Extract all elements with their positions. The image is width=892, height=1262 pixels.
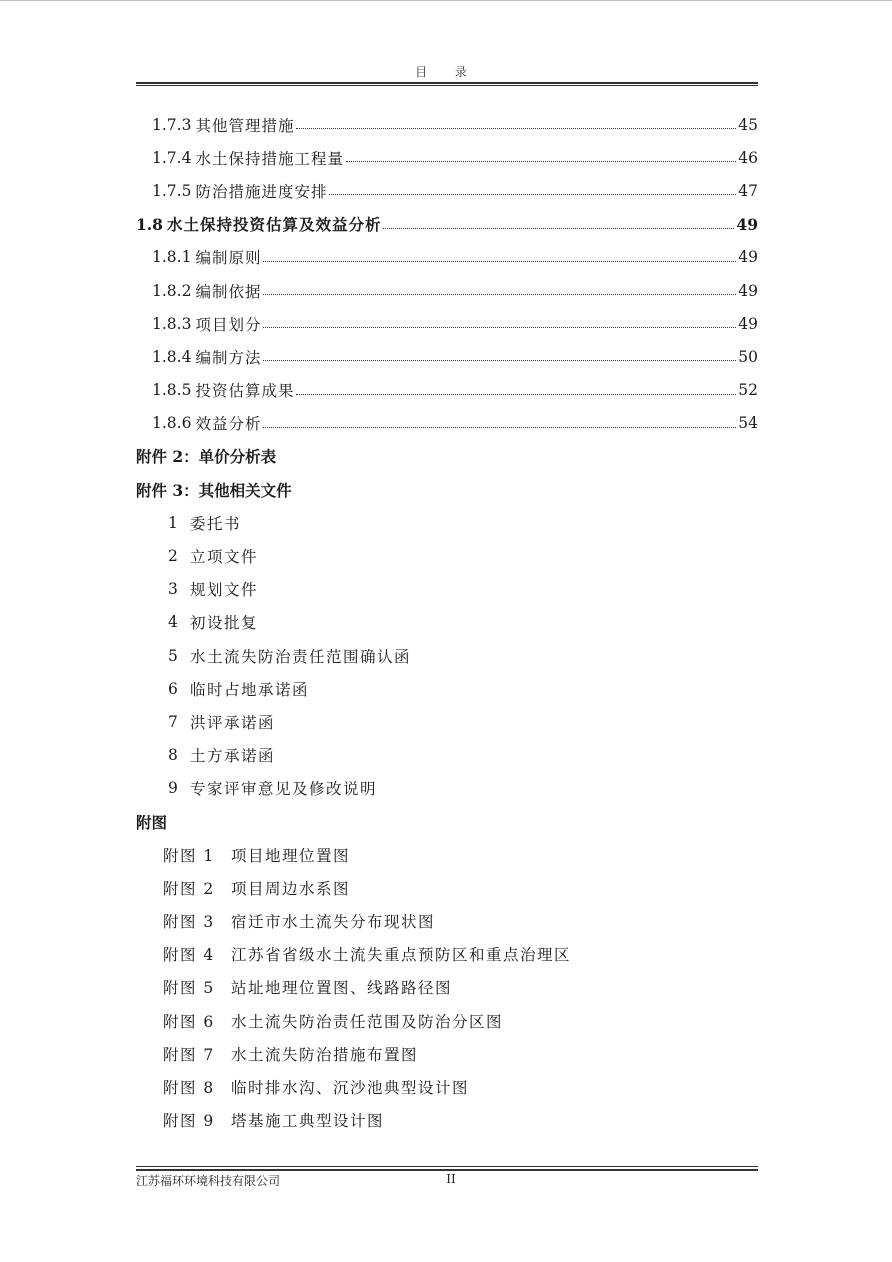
figure-text: 项目周边水系图 xyxy=(231,879,351,898)
appendix-3-title: 附件 3：其他相关文件 xyxy=(136,480,292,500)
toc-entry-number: 1.8.4 xyxy=(152,347,192,366)
appendix-item-number: 4 xyxy=(168,613,180,632)
toc-entry-page: 47 xyxy=(738,181,758,200)
toc-entry-title: 效益分析 xyxy=(195,415,262,434)
appendix-item-text: 土方承诺函 xyxy=(190,747,276,766)
appendix-item-number: 5 xyxy=(168,646,180,665)
appendix-item-number: 8 xyxy=(168,746,180,765)
appendix-2-title: 附件 2：单价分析表 xyxy=(136,447,277,467)
toc-entry-title: 水土保持投资估算及效益分析 xyxy=(166,215,382,235)
figure-label: 附图 9 xyxy=(163,1112,215,1131)
figure-label: 附图 6 xyxy=(163,1012,215,1031)
figure-item-1[interactable] xyxy=(136,838,758,871)
footer-divider-thin xyxy=(136,1166,758,1167)
toc-entry-1-7-4[interactable] xyxy=(136,141,758,174)
toc-entry-1-8-2[interactable] xyxy=(136,274,758,307)
toc-entry-page: 54 xyxy=(738,414,758,433)
figure-label: 附图 2 xyxy=(163,879,215,898)
toc-entry-title: 编制依据 xyxy=(195,282,262,301)
toc-entry-title: 编制方法 xyxy=(195,348,262,367)
toc-entry-title: 投资估算成果 xyxy=(195,382,295,401)
appendix-3-item-8[interactable] xyxy=(136,739,758,772)
figure-text: 水土流失防治责任范围及防治分区图 xyxy=(231,1012,504,1031)
toc-entry-1-8-6[interactable] xyxy=(136,407,758,440)
figure-label: 附图 7 xyxy=(163,1045,215,1064)
page-top-border xyxy=(0,0,892,1)
toc-dot-leader xyxy=(263,360,736,361)
figure-item-2[interactable] xyxy=(136,871,758,904)
figure-text: 项目地理位置图 xyxy=(231,846,351,865)
figure-item-4[interactable] xyxy=(136,938,758,971)
toc-entry-1-8[interactable] xyxy=(136,208,758,241)
figure-item-7[interactable] xyxy=(136,1037,758,1070)
figure-item-5[interactable] xyxy=(136,971,758,1004)
toc-dot-leader xyxy=(263,327,736,328)
toc-entry-page: 45 xyxy=(738,115,758,134)
toc-dot-leader xyxy=(263,427,736,428)
toc-entry-title: 项目划分 xyxy=(195,315,262,334)
toc-entry-1-8-5[interactable] xyxy=(136,374,758,407)
toc-entry-number: 1.7.3 xyxy=(152,115,192,134)
toc-dot-leader xyxy=(263,261,736,262)
toc-entry-page: 49 xyxy=(738,248,758,267)
figure-text: 宿迁市水土流失分布现状图 xyxy=(231,913,436,932)
toc-entry-page: 49 xyxy=(738,314,758,333)
appendix-3-heading[interactable] xyxy=(136,473,758,506)
figures-heading[interactable] xyxy=(136,805,758,838)
figures-title: 附图 xyxy=(136,812,168,832)
appendix-3-item-7[interactable] xyxy=(136,705,758,738)
appendix-item-text: 专家评审意见及修改说明 xyxy=(190,780,378,799)
appendix-item-text: 洪评承诺函 xyxy=(190,713,276,732)
appendix-3-item-3[interactable] xyxy=(136,573,758,606)
toc-entry-page: 50 xyxy=(738,347,758,366)
appendix-item-number: 9 xyxy=(168,779,180,798)
toc-entry-page: 49 xyxy=(736,214,758,234)
toc-entry-title: 水土保持措施工程量 xyxy=(195,149,344,168)
toc-entry-page: 49 xyxy=(738,281,758,300)
toc-entry-number: 1.8.3 xyxy=(152,314,192,333)
toc-entry-title: 编制原则 xyxy=(195,249,262,268)
table-of-contents xyxy=(136,108,758,1137)
toc-dot-leader xyxy=(329,194,736,195)
footer-page-number: II xyxy=(446,1172,456,1186)
appendix-item-text: 水土流失防治责任范围确认函 xyxy=(190,647,412,666)
figure-label: 附图 5 xyxy=(163,979,215,998)
toc-entry-1-7-5[interactable] xyxy=(136,174,758,207)
toc-dot-leader xyxy=(346,161,736,162)
toc-entry-number: 1.8.1 xyxy=(152,248,192,267)
appendix-item-text: 规划文件 xyxy=(190,581,259,600)
appendix-item-number: 7 xyxy=(168,712,180,731)
appendix-item-number: 6 xyxy=(168,679,180,698)
appendix-3-item-5[interactable] xyxy=(136,639,758,672)
appendix-3-item-2[interactable] xyxy=(136,539,758,572)
toc-entry-1-7-3[interactable] xyxy=(136,108,758,141)
figure-item-9[interactable] xyxy=(136,1104,758,1137)
toc-entry-1-8-3[interactable] xyxy=(136,307,758,340)
appendix-item-text: 委托书 xyxy=(190,514,242,533)
toc-dot-leader xyxy=(263,294,736,295)
toc-entry-page: 46 xyxy=(738,148,758,167)
figure-label: 附图 8 xyxy=(163,1079,215,1098)
footer-divider xyxy=(136,1169,758,1171)
appendix-item-number: 2 xyxy=(168,547,180,566)
appendix-item-text: 初设批复 xyxy=(190,614,259,633)
figure-item-3[interactable] xyxy=(136,905,758,938)
toc-entry-number: 1.8 xyxy=(136,214,163,234)
page-header-title: 目 录 xyxy=(415,65,479,79)
footer-company-name: 江苏福环环境科技有限公司 xyxy=(136,1174,281,1188)
toc-dot-leader xyxy=(383,228,734,229)
toc-entry-number: 1.7.5 xyxy=(152,181,192,200)
toc-entry-title: 其他管理措施 xyxy=(195,116,295,135)
appendix-item-number: 3 xyxy=(168,580,180,599)
toc-dot-leader xyxy=(296,128,736,129)
figure-label: 附图 1 xyxy=(163,846,215,865)
toc-entry-title: 防治措施进度安排 xyxy=(195,182,328,201)
figure-text: 塔基施工典型设计图 xyxy=(231,1112,385,1131)
figure-text: 水土流失防治措施布置图 xyxy=(231,1045,419,1064)
appendix-3-item-9[interactable] xyxy=(136,772,758,805)
toc-entry-number: 1.7.4 xyxy=(152,148,192,167)
appendix-3-item-1[interactable] xyxy=(136,506,758,539)
toc-entry-1-8-4[interactable] xyxy=(136,340,758,373)
header-divider-thin xyxy=(136,85,758,86)
toc-entry-number: 1.8.2 xyxy=(152,281,192,300)
header-divider xyxy=(136,82,758,84)
figure-label: 附图 4 xyxy=(163,946,215,965)
appendix-3-item-6[interactable] xyxy=(136,672,758,705)
toc-entry-number: 1.8.5 xyxy=(152,381,192,400)
toc-dot-leader xyxy=(296,394,736,395)
figure-text: 江苏省省级水土流失重点预防区和重点治理区 xyxy=(231,946,572,965)
toc-entry-1-8-1[interactable] xyxy=(136,241,758,274)
toc-entry-page: 52 xyxy=(738,381,758,400)
appendix-item-text: 立项文件 xyxy=(190,548,259,567)
toc-entry-number: 1.8.6 xyxy=(152,414,192,433)
appendix-2-heading[interactable] xyxy=(136,440,758,473)
figure-text: 临时排水沟、沉沙池典型设计图 xyxy=(231,1079,470,1098)
appendix-item-number: 1 xyxy=(168,513,180,532)
figure-text: 站址地理位置图、线路路径图 xyxy=(231,979,453,998)
figure-item-6[interactable] xyxy=(136,1004,758,1037)
figure-item-8[interactable] xyxy=(136,1070,758,1103)
figure-label: 附图 3 xyxy=(163,913,215,932)
appendix-item-text: 临时占地承诺函 xyxy=(190,680,310,699)
appendix-3-item-4[interactable] xyxy=(136,606,758,639)
